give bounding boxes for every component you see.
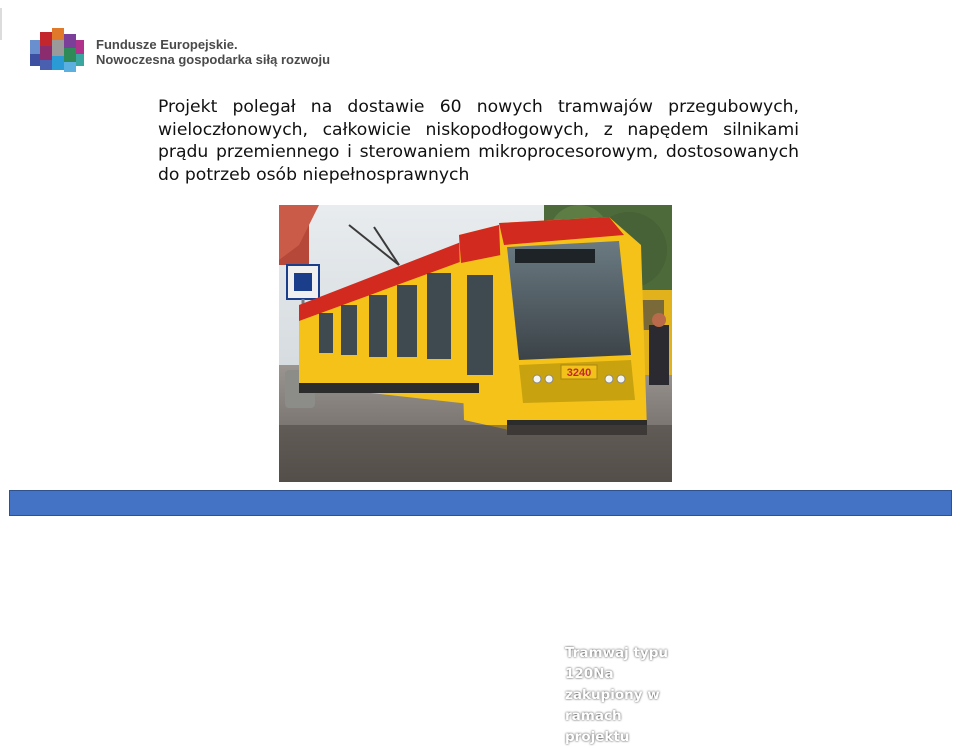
slide-edge-mark xyxy=(0,8,2,40)
tram-photo xyxy=(279,205,672,745)
bottom-accent-bar xyxy=(9,490,952,516)
caption-line-2: zakupiony w ramach projektu xyxy=(565,687,660,745)
tram-illustration xyxy=(279,205,672,482)
logo-text xyxy=(96,37,330,67)
tram-number: 3240 xyxy=(566,367,592,379)
project-description: Projekt polegał na dostawie 60 nowych tramwajów przegubowych, wieloczłonowych, całkowicie niskopodłogowych, z napędem silnikami prądu przemiennego i sterowaniem mikroprocesorowym, dostosowanych do potrzeb osób niepełnosprawnych xyxy=(158,97,799,185)
eu-funds-logo-icon xyxy=(30,26,86,76)
caption-line-1: Tramwaj typu 120Na xyxy=(565,645,668,682)
photo-caption xyxy=(565,643,672,748)
logo-line-2: Nowoczesna gospodarka siłą rozwoju xyxy=(96,52,331,67)
logo-line-1: Fundusze Europejskie. xyxy=(96,37,238,52)
